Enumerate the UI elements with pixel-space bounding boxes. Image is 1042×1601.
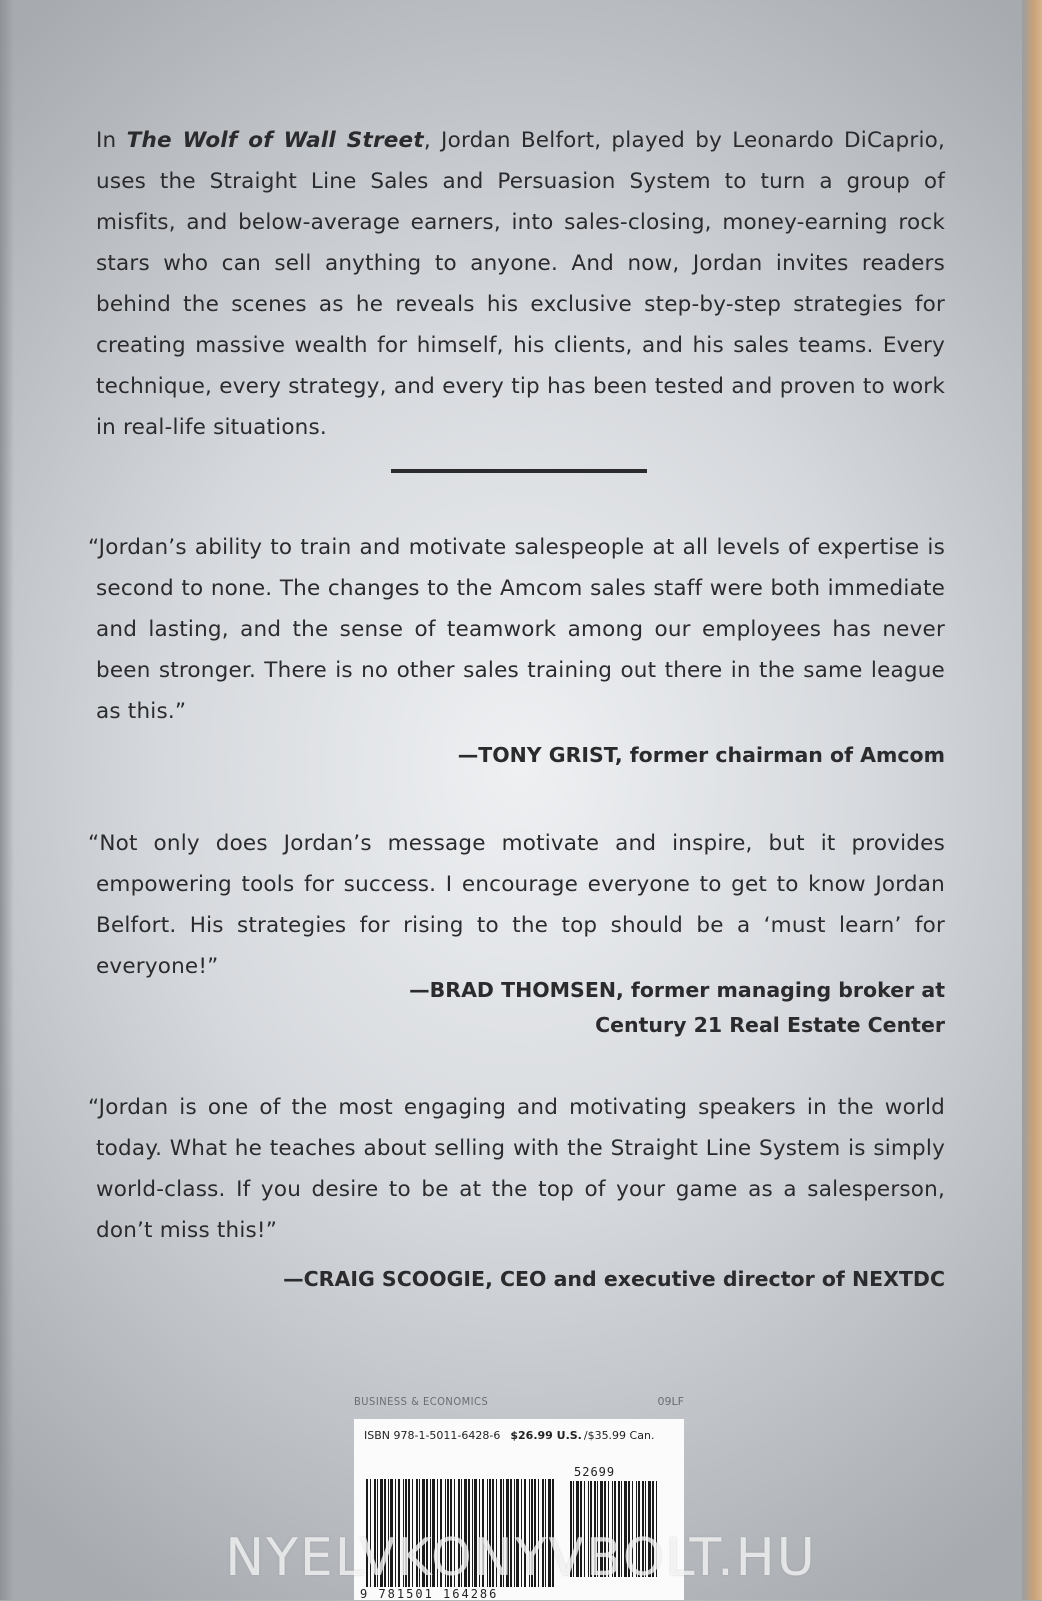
- testimonial-quote-1: “Jordan’s ability to train and motivate salespeople at all levels of expertise is second to none. The changes to the Amcom sales staff were both immediate and lasting, and the sense of teamwork among our employees has never been stronger. There is no other sales training out there in the same league as this.”: [88, 535, 945, 724]
- intro-body: , Jordan Belfort, played by Leonardo DiCaprio, uses the Straight Line Sales and Persuasion System to turn a group of misfits, and below-average earners, into sales-closing, money-earning rock stars who can sell anything to anyone. And now, Jordan invites readers behind the scenes as he reveals his exclusive step-by-step strategies for creating massive wealth for himself, his clients, and his sales teams. Every technique, every strategy, and every tip has been tested and proven to work in real-life situations.: [96, 128, 946, 440]
- testimonial-author-1: —TONY GRIST: [457, 743, 615, 767]
- testimonial-attribution-2: [409, 973, 945, 1043]
- testimonial-quote-3: “Jordan is one of the most engaging and motivating speakers in the world today. What he teaches about selling with the Straight Line System is simply world-class. If you desire to be at the top of your game as a salesperson, don’t miss this!”: [88, 1095, 945, 1243]
- bisac-category: BUSINESS & ECONOMICS: [354, 1395, 489, 1408]
- testimonial-author-3: —CRAIG SCOOGIE: [283, 1267, 486, 1291]
- testimonial-author-2: —BRAD THOMSEN: [409, 978, 616, 1002]
- printer-code: 09LF: [657, 1395, 684, 1408]
- testimonial-role-3: , CEO and executive director of NEXTDC: [485, 1267, 945, 1291]
- intro-paragraph: [96, 120, 945, 448]
- price-us: $26.99 U.S.: [510, 1429, 582, 1442]
- isbn-price-line: [364, 1429, 654, 1442]
- testimonial-role-1: , former chairman of Amcom: [614, 743, 945, 767]
- testimonial-role-2: , former managing broker at: [615, 978, 945, 1002]
- intro-prefix: In: [96, 128, 127, 153]
- intro-book-title: The Wolf of Wall Street: [126, 128, 424, 153]
- testimonial-attribution-1: [458, 738, 945, 773]
- page-edge-left: [0, 0, 14, 1600]
- section-divider: [391, 469, 647, 473]
- price-can: /$35.99 Can.: [583, 1429, 655, 1442]
- price-addon-number: 52699: [574, 1465, 616, 1479]
- testimonial-role-2-line2: Century 21 Real Estate Center: [595, 1013, 945, 1037]
- isbn-text: ISBN 978-1-5011-6428-6: [364, 1429, 501, 1442]
- watermark: NYELVKONYVBOLT.HU: [225, 1528, 817, 1588]
- page-edge-right: [1022, 0, 1042, 1600]
- testimonial-quote-2: “Not only does Jordan’s message motivate and inspire, but it provides empowering tools for success. I encourage everyone to get to know Jordan Belfort. His strategies for rising to the top should be a ‘must learn’ for everyone!”: [88, 831, 945, 979]
- testimonial-attribution-3: [283, 1262, 945, 1297]
- barcode-digits: 9 781501 164286: [360, 1587, 499, 1601]
